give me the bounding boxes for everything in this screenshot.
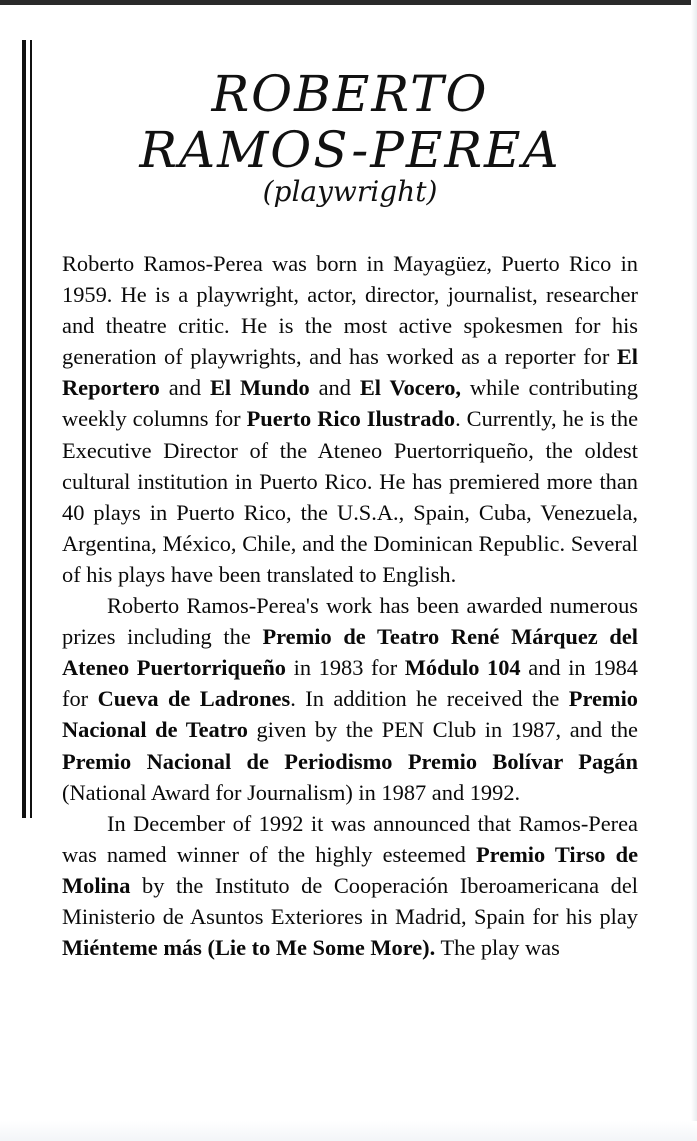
left-margin-rule xyxy=(22,40,32,818)
paragraph xyxy=(62,248,638,590)
body-text-run: while contributing weekly columns for xyxy=(62,375,638,432)
bold-title-text: Miénteme más (Lie to Me Some More). xyxy=(62,935,436,961)
page-top-edge xyxy=(0,0,697,5)
bold-title-text: Puerto Rico Ilustrado xyxy=(246,406,456,432)
body-text-run: and in 1984 for xyxy=(62,655,639,712)
bold-title-text: Premio Nacional de Teatro xyxy=(62,686,638,743)
body-text-run: (National Award for Journalism) in 1987 and 1992. xyxy=(62,779,521,805)
body-text-run: and xyxy=(159,375,210,401)
paragraph xyxy=(62,590,638,808)
bold-title-text: Módulo 104 xyxy=(404,655,521,681)
title-name-line2: RAMOS-PEREA xyxy=(139,121,561,179)
bold-title-text: El Mundo xyxy=(209,375,310,401)
body-text-run: by the Instituto de Cooperación Iberoamericana del Ministerio de Asuntos Exteriores in Madrid, Spain for his play xyxy=(62,872,638,929)
bold-title-text: Premio Nacional de Periodismo Premio Bolívar Pagán xyxy=(62,748,638,774)
body-text-run: . In addition he received the xyxy=(290,686,569,712)
bold-title-text: Premio de Teatro René Márquez del Ateneo Puertorriqueño xyxy=(62,624,639,681)
subtitle-role: (playwright) xyxy=(262,175,438,208)
bold-title-text: Premio Tirso de Molina xyxy=(62,841,639,898)
body-text-run: and xyxy=(309,375,360,401)
page-bottom-tint xyxy=(0,1121,697,1141)
body-text-run: given by the PEN Club in 1987, and the xyxy=(247,717,638,743)
bold-title-text: Cueva de Ladrones xyxy=(97,686,291,712)
body-text-run: in 1983 for xyxy=(286,655,405,681)
body-text-run: In December of 1992 it was announced that Ramos-Perea was named winner of the highly esteemed xyxy=(62,810,638,867)
body-text-run: . Currently, he is the Executive Director of the Ateneo Puertorriqueño, the oldest cultural institution in Puerto Rico. He has premiered more than 40 plays in Puerto Rico, the U.S.A., Spain, Cuba, Venezuela, Argentina, México, Chile, and the Dominican Republic. Several of his plays have been translated to English. xyxy=(62,406,639,587)
body-text-run: Roberto Ramos-Perea's work has been awarded numerous prizes including the xyxy=(62,593,638,650)
bold-title-text: El Vocero, xyxy=(359,375,461,401)
page-right-shadow xyxy=(691,0,697,1141)
bold-title-text: El Reportero xyxy=(62,344,638,401)
biography-body xyxy=(62,248,638,963)
title-name-line1: ROBERTO xyxy=(211,65,489,123)
paragraph xyxy=(62,808,638,963)
body-text-run: The play was xyxy=(435,935,560,961)
body-text-run: Roberto Ramos-Perea was born in Mayagüez, Puerto Rico in 1959. He is a playwright, actor, director, journalist, researcher and theatre critic. He is the most active spokesmen for his generation of playwrights, and has worked as a reporter for xyxy=(62,251,638,370)
